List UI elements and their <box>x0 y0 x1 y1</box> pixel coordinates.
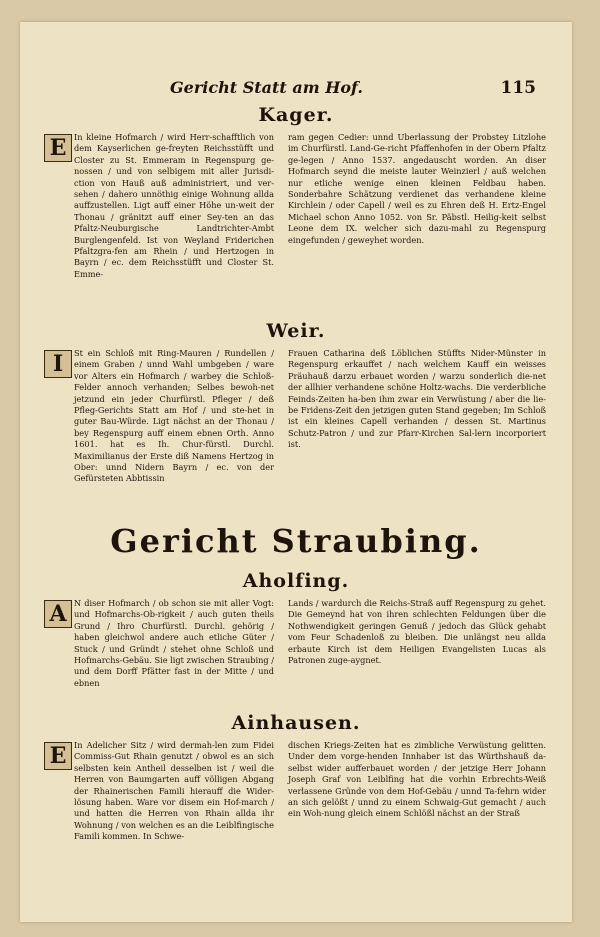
drop-initial: I <box>44 350 72 378</box>
section-heading-ainhausen: Ainhausen. <box>231 712 361 734</box>
page-number: 115 <box>500 78 536 98</box>
weir-left-text: St ein Schloß mit Ring-Mauren / Rundellen / einem Graben / unnd Wahl umbgeben / ware vor Alters ein Hofmarch / warbey die Schloß-Felder annoch verhanden; Selbes bewoh-net jetzund ein jeder Churfürstl. Pfleger / deß Pfleg-Gerichts Statt am Hof / und ste-het in guter Bau-Würde. Ligt nächst an der Thonau / bey Regenspurg auff einem ebnen Orth. Anno 1601. hat es Ih. Chur-fürstl. Durchl. Maximilianus der Erste diß Namens Hertzog in Ober: unnd Nidern Bayrn / ec. von der Gefürsteten Abbtissin <box>74 348 274 484</box>
drop-initial: A <box>44 600 72 628</box>
kager-left-text: In kleine Hofmarch / wird Herr-schafftlich von dem Kayserlichen ge-freyten Reichsstüfft und Closter zu St. Emmeram in Regenspurg ge-nossen / und von selbigem mit aller Jurisdi-ction von Hauß auß administriert, und ver-sehen / dahero unnöthig einige Wohnung allda auffzustellen. Ligt auff einer Höhe un-weit der Thonau / gränitzt auff einer Sey-ten an das Pfaltz-Neuburgische Landtrichter-Ambt Burglengenfeld. Ist von Weyland Friderichen Pfaltzgra-fen am Rhein / und Hertzogen in Bayrn / ec. dem Reichsstüfft und Closter St. Emme- <box>74 132 274 279</box>
aholfing-right-text: Lands / wardurch die Reichs-Straß auff Regenspurg zu gehet. Die Gemeynd hat von ihren schlechten Feldungen über die Nothwendigkeit geringen Genuß / jedoch das Glück gehabt vom Feur Schadenloß zu bleiben. Die unlängst neu allda erbaute Kirch ist dem Heiligen Evangelisten Lucas als Patronen zuge-aygnet. <box>288 598 546 666</box>
running-title: Gericht Statt am Hof. <box>170 78 363 97</box>
kager-right-text: ram gegen Cedier: unnd Uberlassung der Probstey Litzlohe im Churfürstl. Land-Ge-richt Pfaffenhofen in der Obern Pfaltz ge-legen / Anno 1537. angedauscht worden. An diser Hofmarch seynd die meiste lauter Weinzierl / auß welchen nur etliche wenige einen kleinen Feldbau haben. Sonderbahre Schätzung verdienet das verhandene kleine Kirchlein / oder Capell / weil es zu Ehren deß H. Ertz-Engel Michael schon Anno 1052. von Sr. Päbstl. Heilig-keit selbst Leone dem IX. welcher sich dazu-mahl zu Regenspurg eingefunden / geweyhet worden. <box>288 132 546 245</box>
aholfing-left-column <box>74 598 274 689</box>
book-page <box>20 22 572 922</box>
section-heading-kager: Kager. <box>258 104 334 126</box>
running-head <box>20 78 572 100</box>
ainhausen-left-text: In Adelicher Sitz / wird dermah-len zum Fidei Commiss-Gut Rhain genutzt / obwol es an sich selbsten kein Antheil desselben ist / weil die Herren von Baumgarten auff völligen Abgang der Rhainerischen Famili hierauff die Wider-lösung haben. Ware vor disem ein Hof-march / und hatten die Herren von Rhain allda ihr Wohnung / von welchen es an die Leiblfingische Famili kommen. In Schwe- <box>74 740 274 842</box>
weir-left-column <box>74 348 274 485</box>
ainhausen-right-column <box>288 740 546 820</box>
ainhausen-left-column <box>74 740 274 843</box>
ainhausen-right-text: dischen Kriegs-Zeiten hat es zimbliche Verwüstung gelitten. Under dem vorge-henden Innhaber ist das Würthshauß da-selbst wider aufferbauet worden / der jetzige Herr Johann Joseph Graf von Leiblfing hat die vorhin Erbrechts-Weiß verlassene Gründe von dem Hof-Gebäu / unnd Ta-fehrn wider an sich gelößt / unnd zu einem Schwaig-Gut gemacht / auch ein Woh-nung gleich einem Schlößl nächst an der Straß <box>288 740 546 819</box>
weir-right-column <box>288 348 546 451</box>
major-heading-gericht-straubing: Gericht Straubing. <box>110 522 482 560</box>
drop-initial: E <box>44 742 72 770</box>
drop-initial: E <box>44 134 72 162</box>
kager-left-column <box>74 132 274 280</box>
section-heading-weir: Weir. <box>266 320 326 342</box>
aholfing-left-text: N diser Hofmarch / ob schon sie mit aller Vogt: und Hofmarchs-Ob-rigkeit / auch guten theils Grund / Ihro Churfürstl. Durchl. gehörig / haben gleichwol andere auch etliche Güter / Stuck / und Gründt / stehet ohne Schloß und Hofmarchs-Gebäu. Sie ligt zwischen Straubing / und dem Dorff Pfätter fast in der Mitte / und ebnen <box>74 598 274 688</box>
section-heading-aholfing: Aholfing. <box>242 570 350 592</box>
aholfing-right-column <box>288 598 546 666</box>
weir-right-text: Frauen Catharina deß Löblichen Stüffts Nider-Münster in Regenspurg erkauffet / nach welchem Kauff ein weisses Präuhauß darzu erbauet worden / warzu sonderlich die-net der allhier verhandene schöne Holtz-wachs. Die verderbliche Feinds-Zeiten ha-ben ihm zwar ein Verwüstung / aber die lie-be Fridens-Zeit den jetzigen guten Stand gegeben; Im Schloß ist ein kleines Capell verhanden / dessen St. Martinus Schutz-Patron / und zur Pfarr-Kirchen Sal-lern incorporiert ist. <box>288 348 546 450</box>
kager-right-column <box>288 132 546 246</box>
